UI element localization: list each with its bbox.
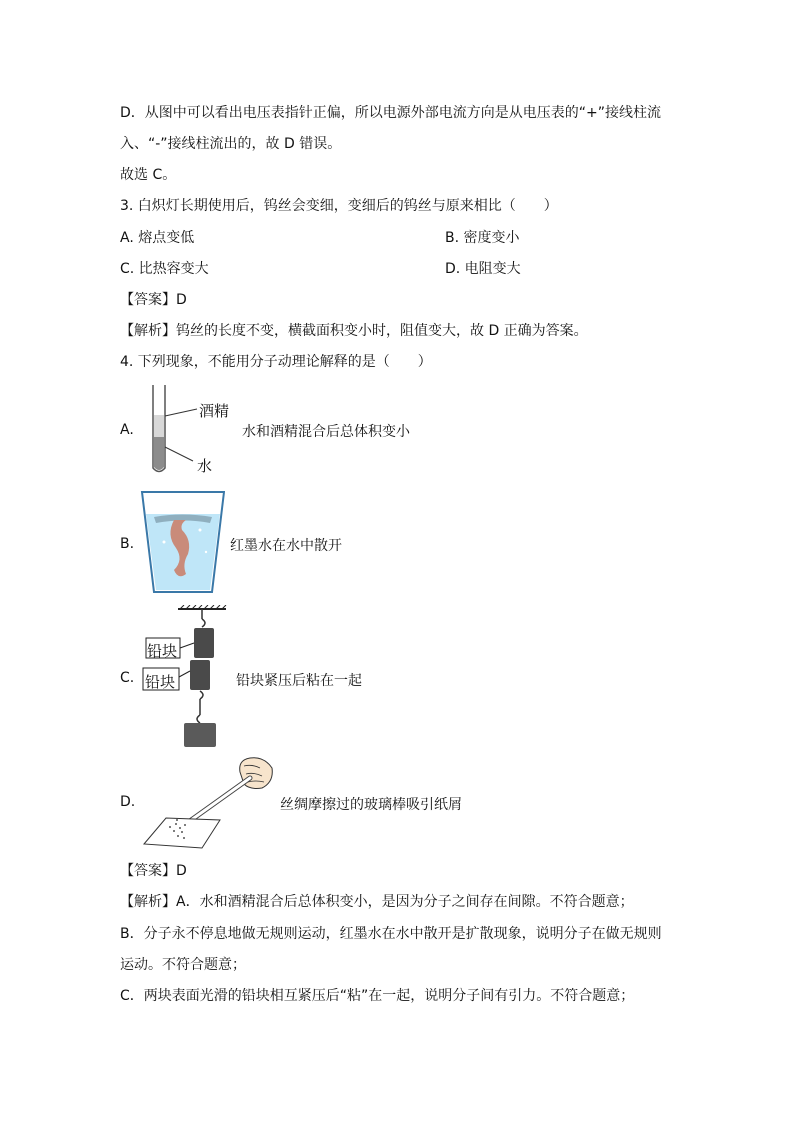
option-d-explanation-line2: 入、“-”接线柱流出的，故 D 错误。 [120,136,342,152]
q4-option-b-label: B. [120,536,135,552]
q4-analysis-b-line1: B．分子永不停息地做无规则运动，红墨水在水中散开是扩散现象，说明分子在做无规则 [120,926,662,942]
lead-block-label-2: 铅块 [145,673,176,691]
q4-analysis-a: 【解析】A．水和酒精混合后总体积变小，是因为分子之间存在间隙。不符合题意； [120,894,634,910]
q4-analysis-c: C．两块表面光滑的铅块相互紧压后“粘”在一起，说明分子间有引力。不符合题意； [120,988,635,1004]
alcohol-layer [154,415,164,437]
q3-answer: 【答案】D [120,292,187,308]
q4-option-c-label: C. [120,670,135,686]
option-d-explanation-line1: D．从图中可以看出电压表指针正偏，所以电源外部电流方向是从电压表的“+”接线柱流 [120,105,662,121]
beaker-figure [140,490,225,595]
q3-analysis: 【解析】钨丝的长度不变，横截面积变小时，阻值变大，故 D 正确为答案。 [120,323,588,339]
q3-option-d: D. 电阻变大 [445,261,521,277]
alcohol-label: 酒精 [199,402,230,420]
water-layer [154,437,164,470]
water-pointer [165,447,193,461]
q4-option-a-label: A. [120,422,134,438]
q4-option-c-text: 铅块紧压后粘在一起 [236,673,362,689]
lead-block-bottom [190,660,210,690]
water-label: 水 [197,457,213,475]
hanging-weight [184,723,216,747]
alcohol-pointer [165,409,197,416]
q4-option-d-text: 丝绸摩擦过的玻璃棒吸引纸屑 [280,797,462,813]
question-4-stem: 4. 下列现象，不能用分子动理论解释的是（ ） [120,354,432,370]
lead-block-top [194,628,214,658]
q4-analysis-b-line2: 运动。不符合题意； [120,957,246,973]
q3-option-a: A. 熔点变低 [120,230,195,246]
lead-block-label-1: 铅块 [147,642,178,660]
q4-answer: 【答案】D [120,863,187,879]
glass-rod-figure [140,752,275,850]
q3-option-b: B. 密度变小 [445,230,520,246]
q4-option-d-label: D. [120,794,136,810]
q4-option-b-text: 红墨水在水中散开 [230,538,342,554]
q3-option-c: C. 比热容变大 [120,261,209,277]
question-3-stem: 3. 白炽灯长期使用后，钨丝会变细，变细后的钨丝与原来相比（ ） [120,198,558,214]
choose-c-line: 故选 C。 [120,167,177,183]
q4-option-a-text: 水和酒精混合后总体积变小 [242,424,410,440]
